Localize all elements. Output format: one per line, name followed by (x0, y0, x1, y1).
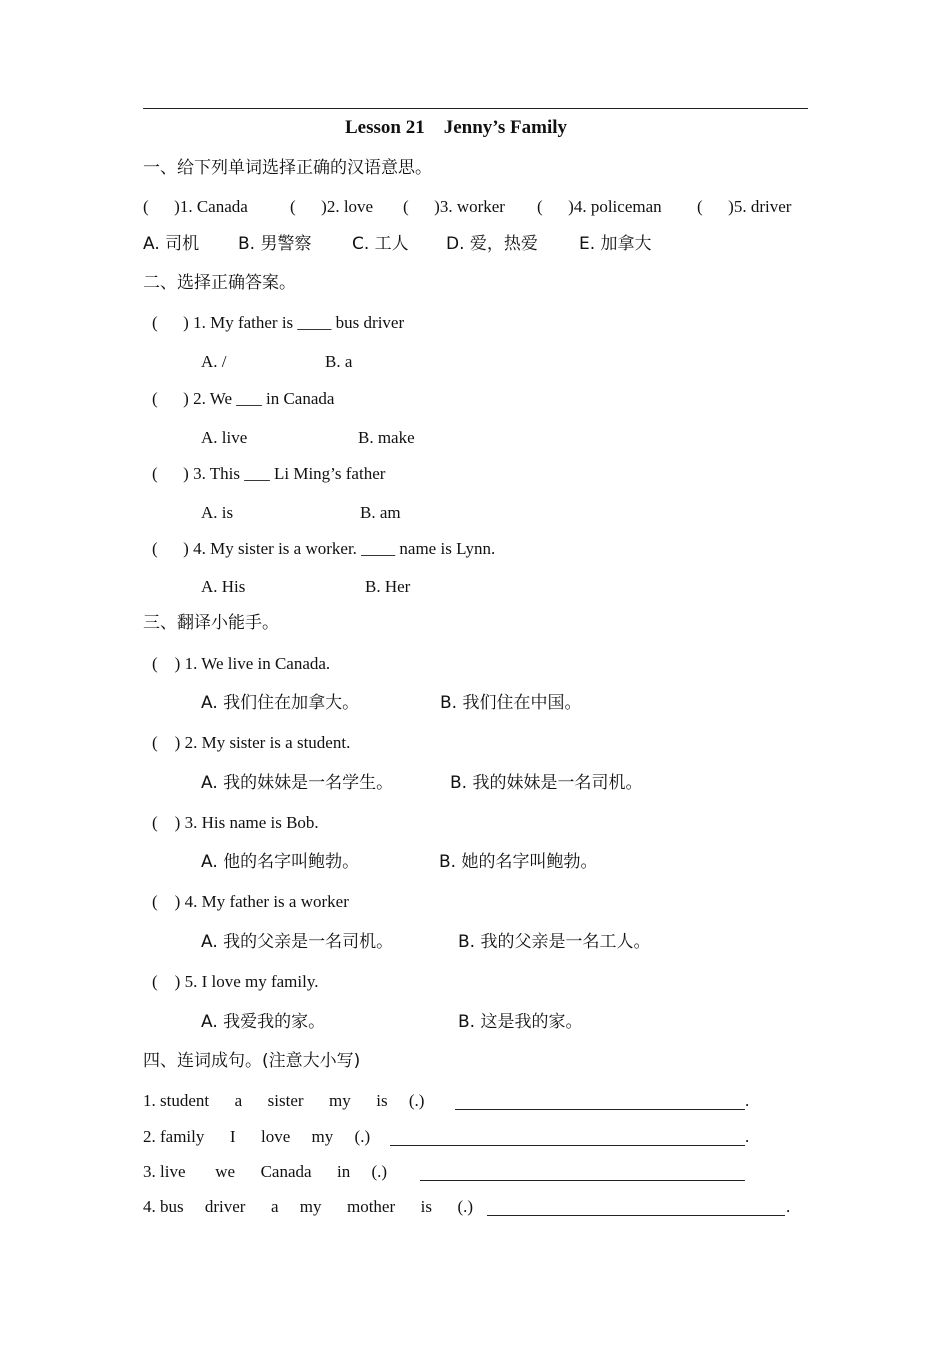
section3-question: ( ) 4. My father is a worker (152, 892, 349, 911)
section3-question: ( ) 3. His name is Bob. (152, 813, 319, 832)
section1-item: ( )2. love (290, 197, 374, 216)
section4-item-end: . (745, 1127, 750, 1146)
section2-question: ( ) 4. My sister is a worker. ____ name is Lynn. (152, 539, 496, 558)
section1-item: ( )1. Canada (143, 197, 248, 216)
section4-item-words: 1. student a sister my is (.) (143, 1091, 425, 1110)
section3-question: ( ) 5. I love my family. (152, 972, 319, 991)
section3-option-b: B. 我们住在中国。 (440, 693, 582, 713)
section3-option-b: B. 这是我的家。 (458, 1012, 583, 1032)
section3-question: ( ) 1. We live in Canada. (152, 654, 331, 673)
section1-heading: 一、给下列单词选择正确的汉语意思。 (143, 158, 432, 178)
answer-line (420, 1180, 745, 1181)
section2-option-b: B. a (325, 352, 353, 371)
section4-heading: 四、连词成句。(注意大小写) (143, 1051, 361, 1071)
section3-option-a: A. 他的名字叫鲍勃。 (201, 852, 360, 872)
section3-option-b: B. 她的名字叫鲍勃。 (439, 852, 598, 872)
section1-option: D. 爱，热爱 (446, 234, 538, 254)
section2-option-a: A. / (201, 352, 227, 371)
section3-heading: 三、翻译小能手。 (143, 613, 279, 633)
section1-option: B. 男警察 (238, 234, 312, 254)
section2-option-a: A. His (201, 577, 246, 596)
section2-question: ( ) 1. My father is ____ bus driver (152, 313, 405, 332)
section2-question: ( ) 3. This ___ Li Ming’s father (152, 464, 386, 483)
section3-option-a: A. 我的妹妹是一名学生。 (201, 773, 394, 793)
section3-option-b: B. 我的妹妹是一名司机。 (450, 773, 643, 793)
section4-item-words: 3. live we Canada in (.) (143, 1162, 388, 1181)
section4-item-words: 2. family I love my (.) (143, 1127, 371, 1146)
section1-option: C. 工人 (352, 234, 409, 254)
top-rule (143, 108, 808, 109)
section2-heading: 二、选择正确答案。 (143, 273, 296, 293)
section2-option-b: B. Her (365, 577, 411, 596)
section1-item: ( )4. policeman (537, 197, 662, 216)
section3-option-a: A. 我们住在加拿大。 (201, 693, 360, 713)
section2-option-b: B. am (360, 503, 401, 522)
section4-item-end: . (786, 1197, 791, 1216)
section2-option-b: B. make (358, 428, 415, 447)
section4-item-words: 4. bus driver a my mother is (.) (143, 1197, 474, 1216)
section3-option-a: A. 我的父亲是一名司机。 (201, 932, 394, 952)
section2-option-a: A. live (201, 428, 248, 447)
answer-line (390, 1145, 745, 1146)
page-title: Lesson 21 Jenny’s Family (345, 117, 568, 138)
section1-item: ( )5. driver (697, 197, 792, 216)
section4-item-end: . (745, 1091, 750, 1110)
answer-line (487, 1215, 785, 1216)
answer-line (455, 1109, 745, 1110)
section1-option: E. 加拿大 (579, 234, 652, 254)
section2-question: ( ) 2. We ___ in Canada (152, 389, 335, 408)
section3-question: ( ) 2. My sister is a student. (152, 733, 351, 752)
section1-option: A. 司机 (143, 234, 200, 254)
section3-option-a: A. 我爱我的家。 (201, 1012, 326, 1032)
section1-item: ( )3. worker (403, 197, 505, 216)
section2-option-a: A. is (201, 503, 234, 522)
section3-option-b: B. 我的父亲是一名工人。 (458, 932, 651, 952)
